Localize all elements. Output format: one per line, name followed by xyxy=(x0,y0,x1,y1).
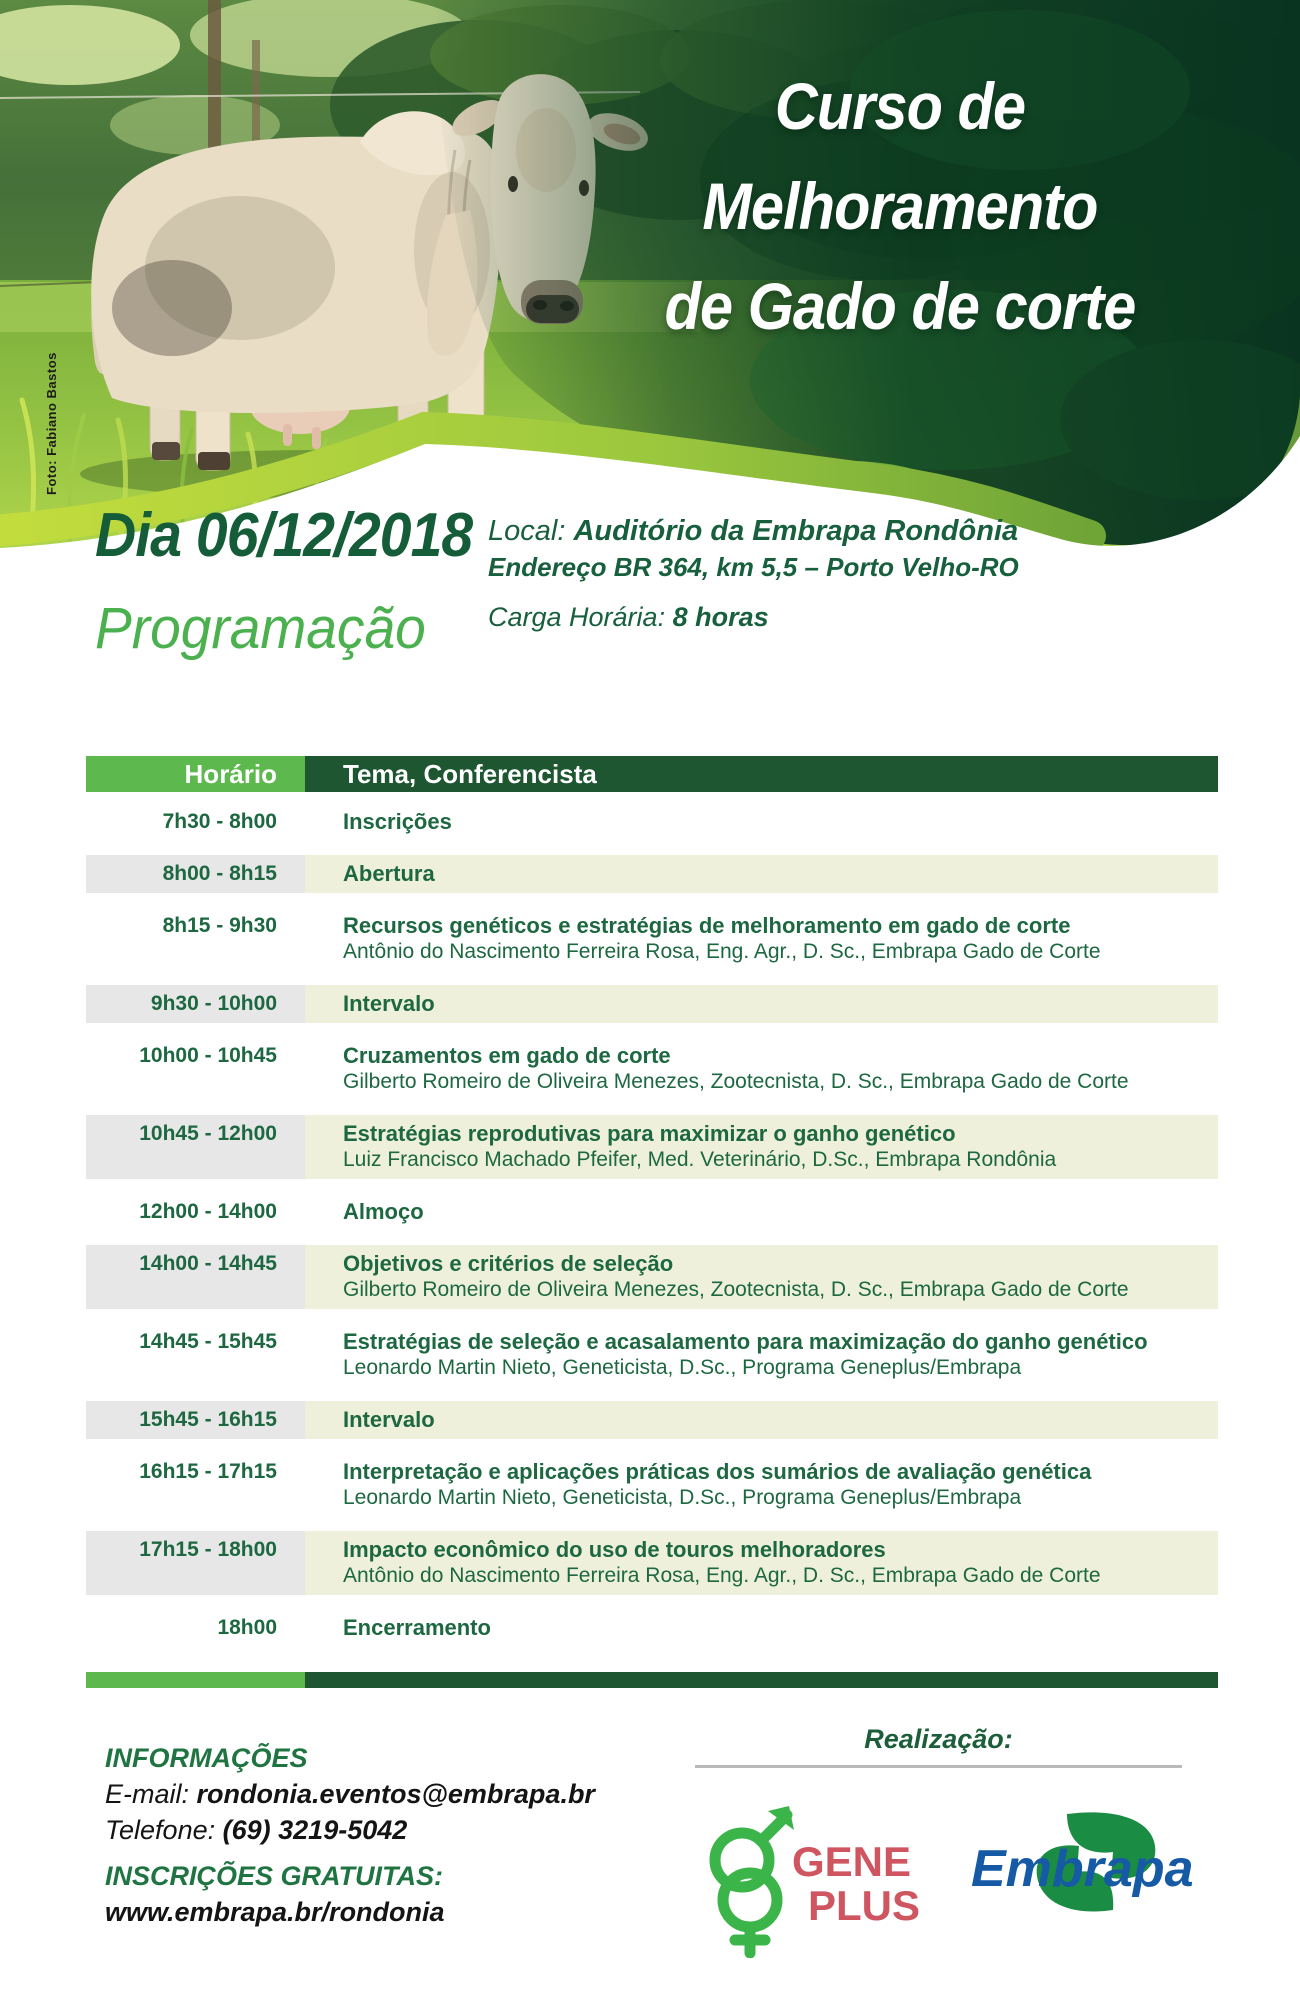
table-row xyxy=(86,1531,1218,1595)
poster-title xyxy=(558,56,1242,356)
phone-value: (69) 3219-5042 xyxy=(222,1815,408,1845)
hero-photo xyxy=(0,0,1300,560)
row-topic-cell xyxy=(305,985,1218,1023)
table-row xyxy=(86,985,1218,1023)
email-value: rondonia.eventos@embrapa.br xyxy=(196,1779,595,1809)
row-topic: Estratégias reprodutivas para maximizar o ganho genético xyxy=(343,1121,956,1146)
row-speaker: Leonardo Martin Nieto, Geneticista, D.Sc., Programa Geneplus/Embrapa xyxy=(343,1486,1022,1509)
row-topic: Almoço xyxy=(343,1199,424,1224)
title-line-3: de Gado de corte xyxy=(664,269,1136,343)
row-topic-cell xyxy=(305,805,1218,839)
table-bottom-bar xyxy=(86,1672,1218,1688)
geneplus-wordmark xyxy=(792,1838,920,1929)
row-topic-cell xyxy=(305,1611,1218,1645)
row-time: 18h00 xyxy=(217,1616,277,1639)
table-row xyxy=(86,805,1218,839)
row-topic: Intervalo xyxy=(343,991,435,1016)
embrapa-wordmark: Embrapa xyxy=(971,1840,1194,1898)
row-time: 8h15 - 9h30 xyxy=(162,914,277,937)
row-speaker: Antônio do Nascimento Ferreira Rosa, Eng. Agr., D. Sc., Embrapa Gado de Corte xyxy=(343,940,1101,963)
website: www.embrapa.br/rondonia xyxy=(105,1897,445,1927)
table-row xyxy=(86,1611,1218,1645)
row-topic: Abertura xyxy=(343,861,435,886)
row-time: 10h00 - 10h45 xyxy=(139,1044,277,1067)
email-label: E-mail: xyxy=(105,1779,190,1809)
row-topic-cell xyxy=(305,1325,1218,1385)
row-topic: Interpretação e aplicações práticas dos sumários de avaliação genética xyxy=(343,1459,1092,1484)
realization-label: Realização: xyxy=(864,1724,1013,1754)
row-topic-cell xyxy=(305,1455,1218,1515)
row-time: 8h00 - 8h15 xyxy=(86,855,305,893)
row-topic-cell xyxy=(305,909,1218,969)
email-line xyxy=(105,1776,595,1812)
table-row xyxy=(86,1195,1218,1229)
gender-symbols-icon xyxy=(715,1806,794,1953)
header-topic-column: Tema, Conferencista xyxy=(305,756,1218,792)
table-row xyxy=(86,1115,1218,1179)
svg-text:PLUS: PLUS xyxy=(808,1882,921,1929)
row-topic: Recursos genéticos e estratégias de melhoramento em gado de corte xyxy=(343,913,1071,938)
photo-credit: Foto: Fabiano Bastos xyxy=(44,352,59,495)
svg-text:GENE: GENE xyxy=(792,1838,912,1885)
event-date: Dia 06/12/2018 xyxy=(95,501,473,570)
row-topic-cell xyxy=(305,1531,1218,1595)
row-speaker: Leonardo Martin Nieto, Geneticista, D.Sc., Programa Geneplus/Embrapa xyxy=(343,1356,1022,1379)
row-time: 7h30 - 8h00 xyxy=(162,810,277,833)
table-row xyxy=(86,1401,1218,1439)
row-topic: Encerramento xyxy=(343,1615,491,1640)
workload-label: Carga Horária: xyxy=(488,602,666,632)
schedule-rows xyxy=(86,805,1218,1661)
table-row xyxy=(86,1325,1218,1385)
row-topic: Inscrições xyxy=(343,809,452,834)
realization-divider xyxy=(695,1765,1182,1768)
row-speaker: Luiz Francisco Machado Pfeifer, Med. Veterinário, D.Sc., Embrapa Rondônia xyxy=(343,1148,1057,1171)
location-block xyxy=(488,512,1019,634)
phone-label: Telefone: xyxy=(105,1815,216,1845)
row-time: 10h45 - 12h00 xyxy=(86,1115,305,1179)
workload-line xyxy=(488,600,1019,634)
section-title-programacao: Programação xyxy=(95,596,426,661)
row-topic: Intervalo xyxy=(343,1407,435,1432)
row-speaker: Gilberto Romeiro de Oliveira Menezes, Zootecnista, D. Sc., Embrapa Gado de Corte xyxy=(343,1278,1129,1301)
row-topic: Cruzamentos em gado de corte xyxy=(343,1043,671,1068)
row-topic-cell xyxy=(305,1195,1218,1229)
phone-line xyxy=(105,1812,595,1848)
location-line xyxy=(488,512,1019,550)
table-row xyxy=(86,1245,1218,1309)
row-speaker: Gilberto Romeiro de Oliveira Menezes, Zootecnista, D. Sc., Embrapa Gado de Corte xyxy=(343,1070,1129,1093)
free-registration-title: INSCRIÇÕES GRATUITAS: xyxy=(105,1861,444,1891)
table-row xyxy=(86,1455,1218,1515)
row-topic-cell xyxy=(305,1245,1218,1309)
table-row xyxy=(86,1039,1218,1099)
table-row xyxy=(86,909,1218,969)
row-time: 17h15 - 18h00 xyxy=(86,1531,305,1595)
row-time: 15h45 - 16h15 xyxy=(86,1401,305,1439)
geneplus-logo xyxy=(690,1798,940,1963)
row-time: 16h15 - 17h15 xyxy=(139,1460,277,1483)
row-topic: Impacto econômico do uso de touros melhoradores xyxy=(343,1537,886,1562)
row-time: 14h45 - 15h45 xyxy=(139,1330,277,1353)
bottom-bar-dark-segment xyxy=(305,1672,1218,1688)
row-time: 9h30 - 10h00 xyxy=(86,985,305,1023)
row-time: 12h00 - 14h00 xyxy=(139,1200,277,1223)
title-line-2: Melhoramento xyxy=(702,169,1098,243)
address-line: Endereço BR 364, km 5,5 – Porto Velho-RO xyxy=(488,552,1019,582)
info-block xyxy=(105,1740,595,1930)
schedule-header xyxy=(86,756,1218,792)
bottom-bar-light-segment xyxy=(86,1672,305,1688)
row-topic: Estratégias de seleção e acasalamento para maximização do ganho genético xyxy=(343,1329,1148,1354)
row-time: 14h00 - 14h45 xyxy=(86,1245,305,1309)
row-topic-cell xyxy=(305,1401,1218,1439)
info-title: INFORMAÇÕES xyxy=(105,1743,308,1773)
row-topic-cell xyxy=(305,1115,1218,1179)
location-value: Auditório da Embrapa Rondônia xyxy=(573,515,1019,547)
row-topic-cell xyxy=(305,1039,1218,1099)
title-line-1: Curso de xyxy=(774,69,1026,143)
row-topic-cell xyxy=(305,855,1218,893)
table-row xyxy=(86,855,1218,893)
row-topic: Objetivos e critérios de seleção xyxy=(343,1251,674,1276)
workload-value: 8 horas xyxy=(672,602,769,632)
row-speaker: Antônio do Nascimento Ferreira Rosa, Eng. Agr., D. Sc., Embrapa Gado de Corte xyxy=(343,1564,1101,1587)
header-time-column: Horário xyxy=(86,756,305,792)
location-label: Local: xyxy=(488,515,566,547)
embrapa-logo xyxy=(963,1812,1203,1922)
